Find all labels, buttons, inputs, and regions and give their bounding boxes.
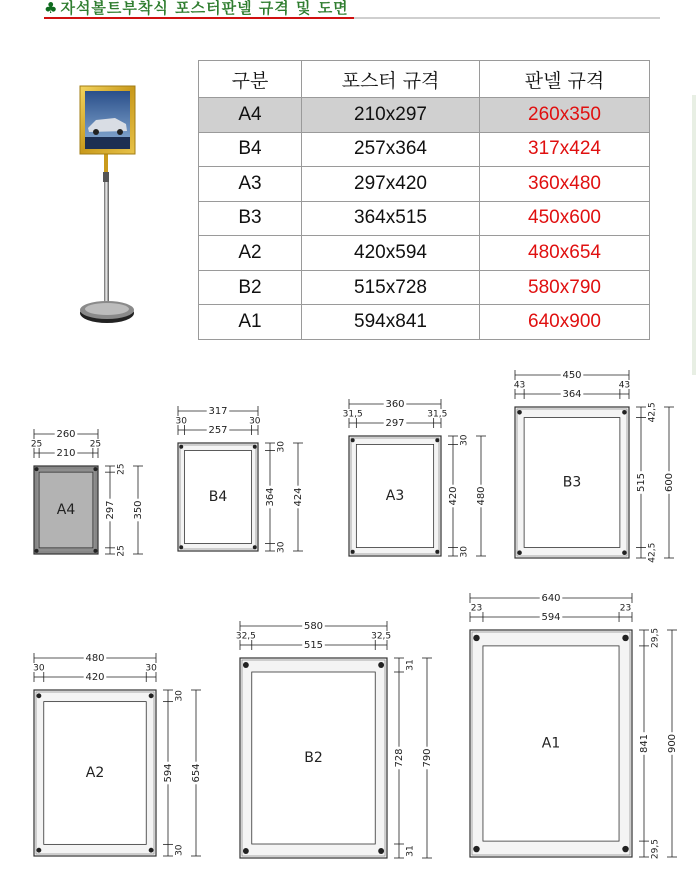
magnet-bolt-icon xyxy=(473,635,479,641)
cell-category: A3 xyxy=(199,167,302,202)
dimension-label: 29,5 xyxy=(650,627,661,648)
cell-poster-size: 297x420 xyxy=(302,167,480,202)
cell-poster-size: 210x297 xyxy=(302,98,480,133)
cell-category: A1 xyxy=(199,305,302,340)
magnet-bolt-icon xyxy=(36,848,41,853)
dimension-label: 350 xyxy=(133,500,144,520)
dimension-label: 30 xyxy=(174,690,185,702)
cell-poster-size: 515x728 xyxy=(302,270,480,305)
dimension-label: 594 xyxy=(163,763,174,783)
magnet-bolt-icon xyxy=(93,467,97,471)
dimension-label: 25 xyxy=(89,439,102,450)
magnet-bolt-icon xyxy=(473,846,479,852)
dimension-label: 364 xyxy=(265,487,276,507)
dimension-label: 364 xyxy=(562,389,582,400)
panel-size-label: A2 xyxy=(85,765,105,781)
dimension-label: 43 xyxy=(513,380,526,391)
magnet-bolt-icon xyxy=(517,550,522,555)
magnet-bolt-icon xyxy=(243,662,249,668)
dimension-label: 210 xyxy=(56,448,76,459)
dimension-label: 30 xyxy=(174,844,185,856)
dimension-label: 480 xyxy=(476,486,487,506)
dimension-label: 420 xyxy=(85,672,105,683)
cell-poster-size: 594x841 xyxy=(302,305,480,340)
panel-size-label: B4 xyxy=(208,489,228,505)
panel-size-label: A1 xyxy=(541,735,561,752)
cell-poster-size: 364x515 xyxy=(302,201,480,236)
panel-drawing-a1 xyxy=(470,592,678,859)
dimension-label: 30 xyxy=(459,546,470,558)
dimension-label: 515 xyxy=(636,472,647,493)
cell-category: A4 xyxy=(199,98,302,133)
dimension-label: 31 xyxy=(405,659,416,671)
cell-panel-size: 580x790 xyxy=(480,270,650,305)
panel-drawing-a3 xyxy=(343,398,487,558)
magnet-bolt-icon xyxy=(243,848,249,854)
magnet-bolt-icon xyxy=(435,438,439,442)
magnet-bolt-icon xyxy=(149,693,154,698)
cell-category: B3 xyxy=(199,201,302,236)
dimension-label: 790 xyxy=(422,748,433,768)
panel-drawing-a2 xyxy=(33,652,202,856)
dimension-label: 30 xyxy=(175,416,187,427)
dimension-label: 25 xyxy=(30,439,43,450)
dimension-label: 420 xyxy=(448,486,459,506)
dimension-label: 297 xyxy=(105,500,116,520)
page-title-text: 자석볼트부착식 포스터판넬 규격 및 도면 xyxy=(60,0,349,17)
dimension-label: 30 xyxy=(276,541,287,553)
cell-category: B2 xyxy=(199,270,302,305)
cell-panel-size: 480x654 xyxy=(480,236,650,271)
panel-drawing-b2 xyxy=(236,620,433,858)
cell-panel-size: 450x600 xyxy=(480,201,650,236)
magnet-bolt-icon xyxy=(622,846,628,852)
dimension-label: 31 xyxy=(405,845,416,857)
dimension-label: 30 xyxy=(33,663,45,674)
magnet-bolt-icon xyxy=(517,410,522,415)
dimension-label: 25 xyxy=(116,545,127,557)
magnet-bolt-icon xyxy=(351,438,355,442)
dimension-label: 728 xyxy=(394,748,405,768)
dimension-label: 31,5 xyxy=(342,409,363,420)
magnet-bolt-icon xyxy=(149,848,154,853)
magnet-bolt-icon xyxy=(179,545,183,549)
panel-size-label: B2 xyxy=(304,750,323,766)
magnet-bolt-icon xyxy=(253,545,257,549)
magnet-bolt-icon xyxy=(622,635,628,641)
dimension-label: 42,5 xyxy=(647,402,658,423)
magnet-bolt-icon xyxy=(622,410,627,415)
dimension-label: 480 xyxy=(85,653,105,664)
dimension-label: 30 xyxy=(249,416,261,427)
dimension-label: 30 xyxy=(459,434,470,446)
dimension-label: 594 xyxy=(541,612,561,623)
dimension-label: 25 xyxy=(116,463,127,475)
header-category: 구분 xyxy=(199,61,302,98)
panel-drawing-b3 xyxy=(514,369,675,563)
panel-size-label: A3 xyxy=(385,488,405,504)
dimension-label: 515 xyxy=(303,640,324,651)
cell-poster-size: 420x594 xyxy=(302,236,480,271)
dimension-label: 640 xyxy=(541,593,561,604)
dimension-label: 654 xyxy=(191,763,202,783)
panel-drawing-a4 xyxy=(31,428,144,557)
cell-poster-size: 257x364 xyxy=(302,132,480,167)
magnet-bolt-icon xyxy=(35,467,39,471)
magnet-bolt-icon xyxy=(378,848,384,854)
header-panel-size: 판넬 규격 xyxy=(480,61,650,98)
dimension-label: 360 xyxy=(385,399,405,410)
cell-panel-size: 317x424 xyxy=(480,132,650,167)
magnet-bolt-icon xyxy=(253,445,257,449)
dimension-label: 31,5 xyxy=(427,409,448,420)
magnet-bolt-icon xyxy=(179,445,183,449)
dimension-label: 23 xyxy=(619,603,632,614)
dimension-label: 424 xyxy=(293,487,304,507)
dimension-label: 260 xyxy=(56,429,76,440)
dimension-label: 900 xyxy=(667,733,678,754)
magnet-bolt-icon xyxy=(435,550,439,554)
panel-size-label: B3 xyxy=(562,474,582,491)
dimension-label: 257 xyxy=(208,425,228,436)
cell-category: B4 xyxy=(199,132,302,167)
magnet-bolt-icon xyxy=(93,549,97,553)
dimension-label: 23 xyxy=(470,603,483,614)
dimension-label: 450 xyxy=(562,370,582,381)
header-poster-size: 포스터 규격 xyxy=(302,61,480,98)
magnet-bolt-icon xyxy=(36,693,41,698)
dimension-label: 29,5 xyxy=(650,839,661,860)
dimension-label: 841 xyxy=(639,733,650,754)
magnet-bolt-icon xyxy=(378,662,384,668)
cell-category: A2 xyxy=(199,236,302,271)
cell-panel-size: 360x480 xyxy=(480,167,650,202)
magnet-bolt-icon xyxy=(622,550,627,555)
club-icon: ♣ xyxy=(44,0,59,17)
dimension-label: 600 xyxy=(664,472,675,493)
magnet-bolt-icon xyxy=(35,549,39,553)
dimension-label: 43 xyxy=(618,380,631,391)
dimension-label: 32,5 xyxy=(235,631,256,642)
dimension-label: 42,5 xyxy=(647,542,658,563)
cell-panel-size: 260x350 xyxy=(480,98,650,133)
dimension-label: 32,5 xyxy=(371,631,392,642)
dimension-label: 30 xyxy=(145,663,157,674)
magnet-bolt-icon xyxy=(351,550,355,554)
dimension-label: 580 xyxy=(303,621,324,632)
panel-drawing-b4 xyxy=(175,405,304,553)
panel-size-label: A4 xyxy=(56,502,76,518)
dimension-label: 317 xyxy=(208,406,228,417)
dimension-label: 297 xyxy=(385,418,405,429)
dimension-label: 30 xyxy=(276,441,287,453)
cell-panel-size: 640x900 xyxy=(480,305,650,340)
